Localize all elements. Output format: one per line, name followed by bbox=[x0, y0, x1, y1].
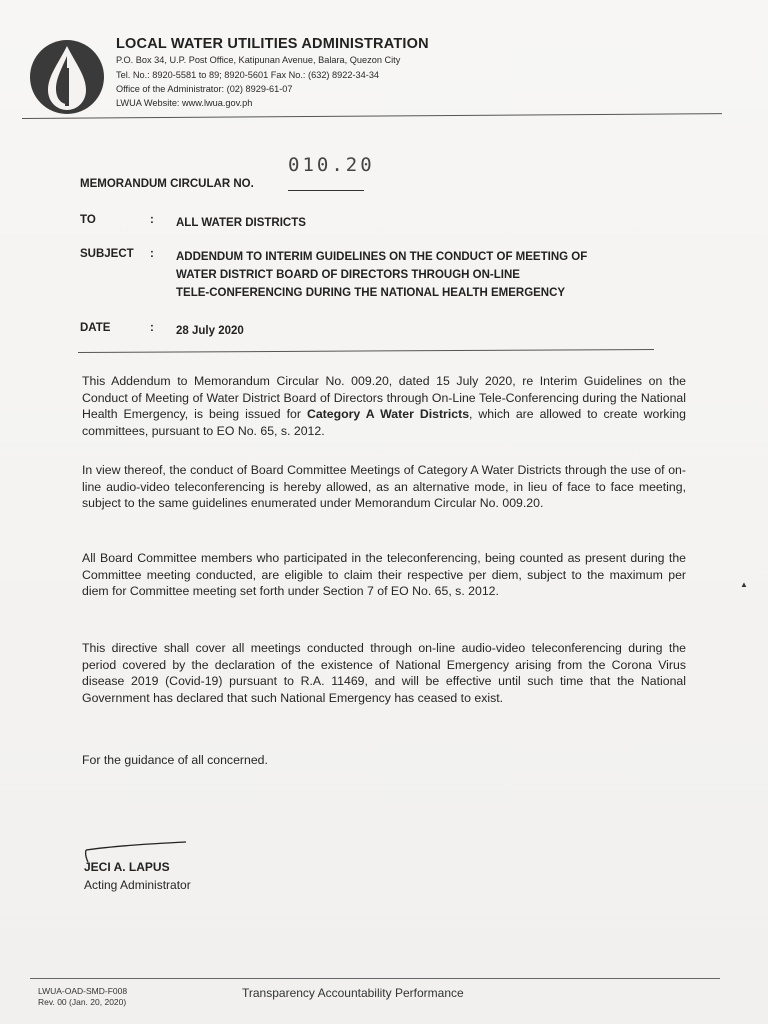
date-colon: : bbox=[150, 322, 154, 334]
water-drop-logo-icon bbox=[28, 38, 106, 116]
body-paragraph-2: In view thereof, the conduct of Board Committee Meetings of Category A Water Districts through the use of on-line audio-video teleconferencing is hereby allowed, as an alternative mode, in lieu of face to face meeting, subject to the same guidelines enumerated under Memorandum Circular No. 009.20. bbox=[82, 463, 686, 510]
body-paragraph-5: For the guidance of all concerned. bbox=[82, 753, 268, 767]
subject-line-3: TELE-CONFERENCING DURING THE NATIONAL HEALTH EMERGENCY bbox=[176, 287, 566, 299]
subject-label: SUBJECT bbox=[80, 248, 134, 260]
memo-label: MEMORANDUM CIRCULAR NO. bbox=[80, 178, 254, 190]
subject-line-2: WATER DISTRICT BOARD OF DIRECTORS THROUGH ON-LINE bbox=[176, 269, 520, 281]
p1-text-a: This Addendum to Memorandum Circular No. 009.20, dated 15 July 2020, re Interim Guidelines on the Conduct of Meeting of Water District Board of Directors through On-Line Tele-Conferencing during the National Health Emergency, is being issued for bbox=[82, 374, 686, 421]
footer-motto: Transparency Accountability Performance bbox=[242, 986, 464, 1000]
subject-colon: : bbox=[150, 248, 154, 260]
phone-fax-line: Tel. No.: 8920-5581 to 89; 8920-5601 Fax No.: (632) 8922-34-34 bbox=[116, 70, 380, 80]
footer-divider bbox=[30, 978, 720, 979]
subject-line-1: ADDENDUM TO INTERIM GUIDELINES ON THE CONDUCT OF MEETING OF bbox=[176, 251, 588, 263]
letterhead-divider bbox=[22, 113, 722, 119]
organization-name: LOCAL WATER UTILITIES ADMINISTRATION bbox=[116, 36, 429, 52]
body-paragraph-1 bbox=[82, 373, 686, 439]
website-line: LWUA Website: www.lwua.gov.ph bbox=[116, 98, 253, 108]
subject-value bbox=[176, 248, 587, 302]
signatory-name: JECI A. LAPUS bbox=[84, 860, 170, 874]
memo-number-underline bbox=[288, 190, 364, 191]
form-code: LWUA-OAD-SMD-F008 bbox=[38, 986, 128, 996]
to-value: ALL WATER DISTRICTS bbox=[176, 217, 306, 229]
stray-mark: ▲ bbox=[740, 580, 748, 589]
body-paragraph-3: All Board Committee members who participated in the teleconferencing, being counted as present during the Committee meeting conducted, are eligible to claim their respective per diem, subject to the maximum per diem for Committee meeting set forth under Section 7 of EO No. 65, s. 2012. bbox=[82, 551, 686, 598]
address-line: P.O. Box 34, U.P. Post Office, Katipunan Avenue, Balara, Quezon City bbox=[116, 55, 401, 65]
p1-bold-text: Category A Water Districts bbox=[306, 407, 470, 421]
header-divider bbox=[78, 349, 654, 353]
revision-code: Rev. 00 (Jan. 20, 2020) bbox=[38, 997, 127, 1007]
to-label: TO bbox=[80, 214, 96, 226]
signatory-title: Acting Administrator bbox=[84, 878, 191, 892]
date-value: 28 July 2020 bbox=[176, 325, 244, 337]
memo-number: 010.20 bbox=[288, 154, 375, 176]
p1-text-b: , which are allowed to create working committees, pursuant to EO No. 65, s. 2012. bbox=[82, 407, 686, 438]
body-paragraph-4: This directive shall cover all meetings conducted through on-line audio-video teleconferencing during the period covered by the declaration of the existence of National Emergency arising from the Corona Virus disease 2019 (Covid-19) pursuant to R.A. 11469, and will be effective until such time that the National Government has declared that such National Emergency has ceased to exist. bbox=[82, 641, 686, 705]
to-colon: : bbox=[150, 214, 154, 226]
admin-office-line: Office of the Administrator: (02) 8929-61-07 bbox=[116, 84, 293, 94]
date-label: DATE bbox=[80, 322, 111, 334]
